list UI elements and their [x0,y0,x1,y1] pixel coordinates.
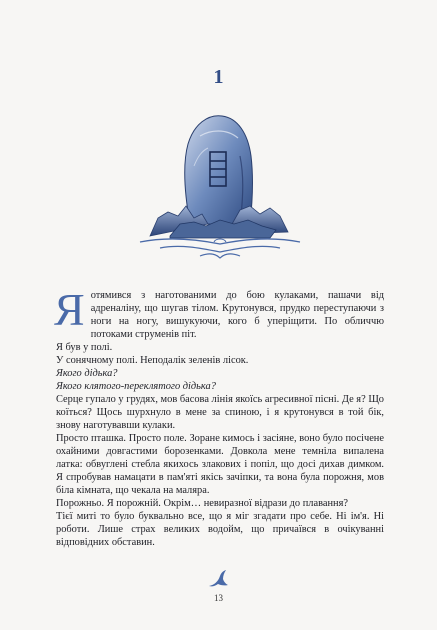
paragraph-5: Якого клятого-переклятого дідька? [56,381,216,392]
paragraph-3: У сонячному полі. Неподалік зеленів лісок. [56,355,249,366]
page-number: 13 [214,593,223,603]
paragraph-6: Серце гупало у грудях, мов басова лінія якоїсь агресивної пісні. Де я? Що коїться? Щось шурхнуло в мене за спиною, і я крутонувся в той бік, знову наготувавши кулаки. [56,394,384,431]
paragraph-8: Порожньо. Я порожній. Окрім… невиразної відрази до плавання? [56,498,348,509]
drop-cap: Я [54,284,85,335]
paragraph-9: Тієї миті то було буквально все, що я міг згадати про себе. Ні ім'я. Ні роботи. Лише страх великих водойм, що причаївся в очікуванні відповідних обставин. [56,511,384,548]
paragraph-4: Якого дідька? [56,368,118,379]
bird-ornament-icon [206,568,230,590]
paragraph-2: Я був у полі. [56,342,113,353]
rune-stone-illustration [130,106,310,266]
chapter-number: 1 [213,66,224,88]
paragraph-7: Просто пташка. Просто поле. Зоране кимось і засіяне, воно було посічене охайними довгастими борозенками. Довкола мене темніла випалена латка: обвуглені стебла якихось злакових і попіл, що досі дихав димком. Я спробував намацати в пам'яті якісь зачіпки, та вона була порожня, мов біла кімната, що чекала на маляра. [56,433,384,496]
chapter-text [54,284,384,549]
paragraph-1: Я отямився з наготованими до бою кулаками, пашачи від адреналіну, що шугав тілом. Крутонувся, прудко переступаючи з ноги на ногу, вишукуючи, кого б уперіщити. По обличчю потоками струменів піт. [54,284,384,340]
